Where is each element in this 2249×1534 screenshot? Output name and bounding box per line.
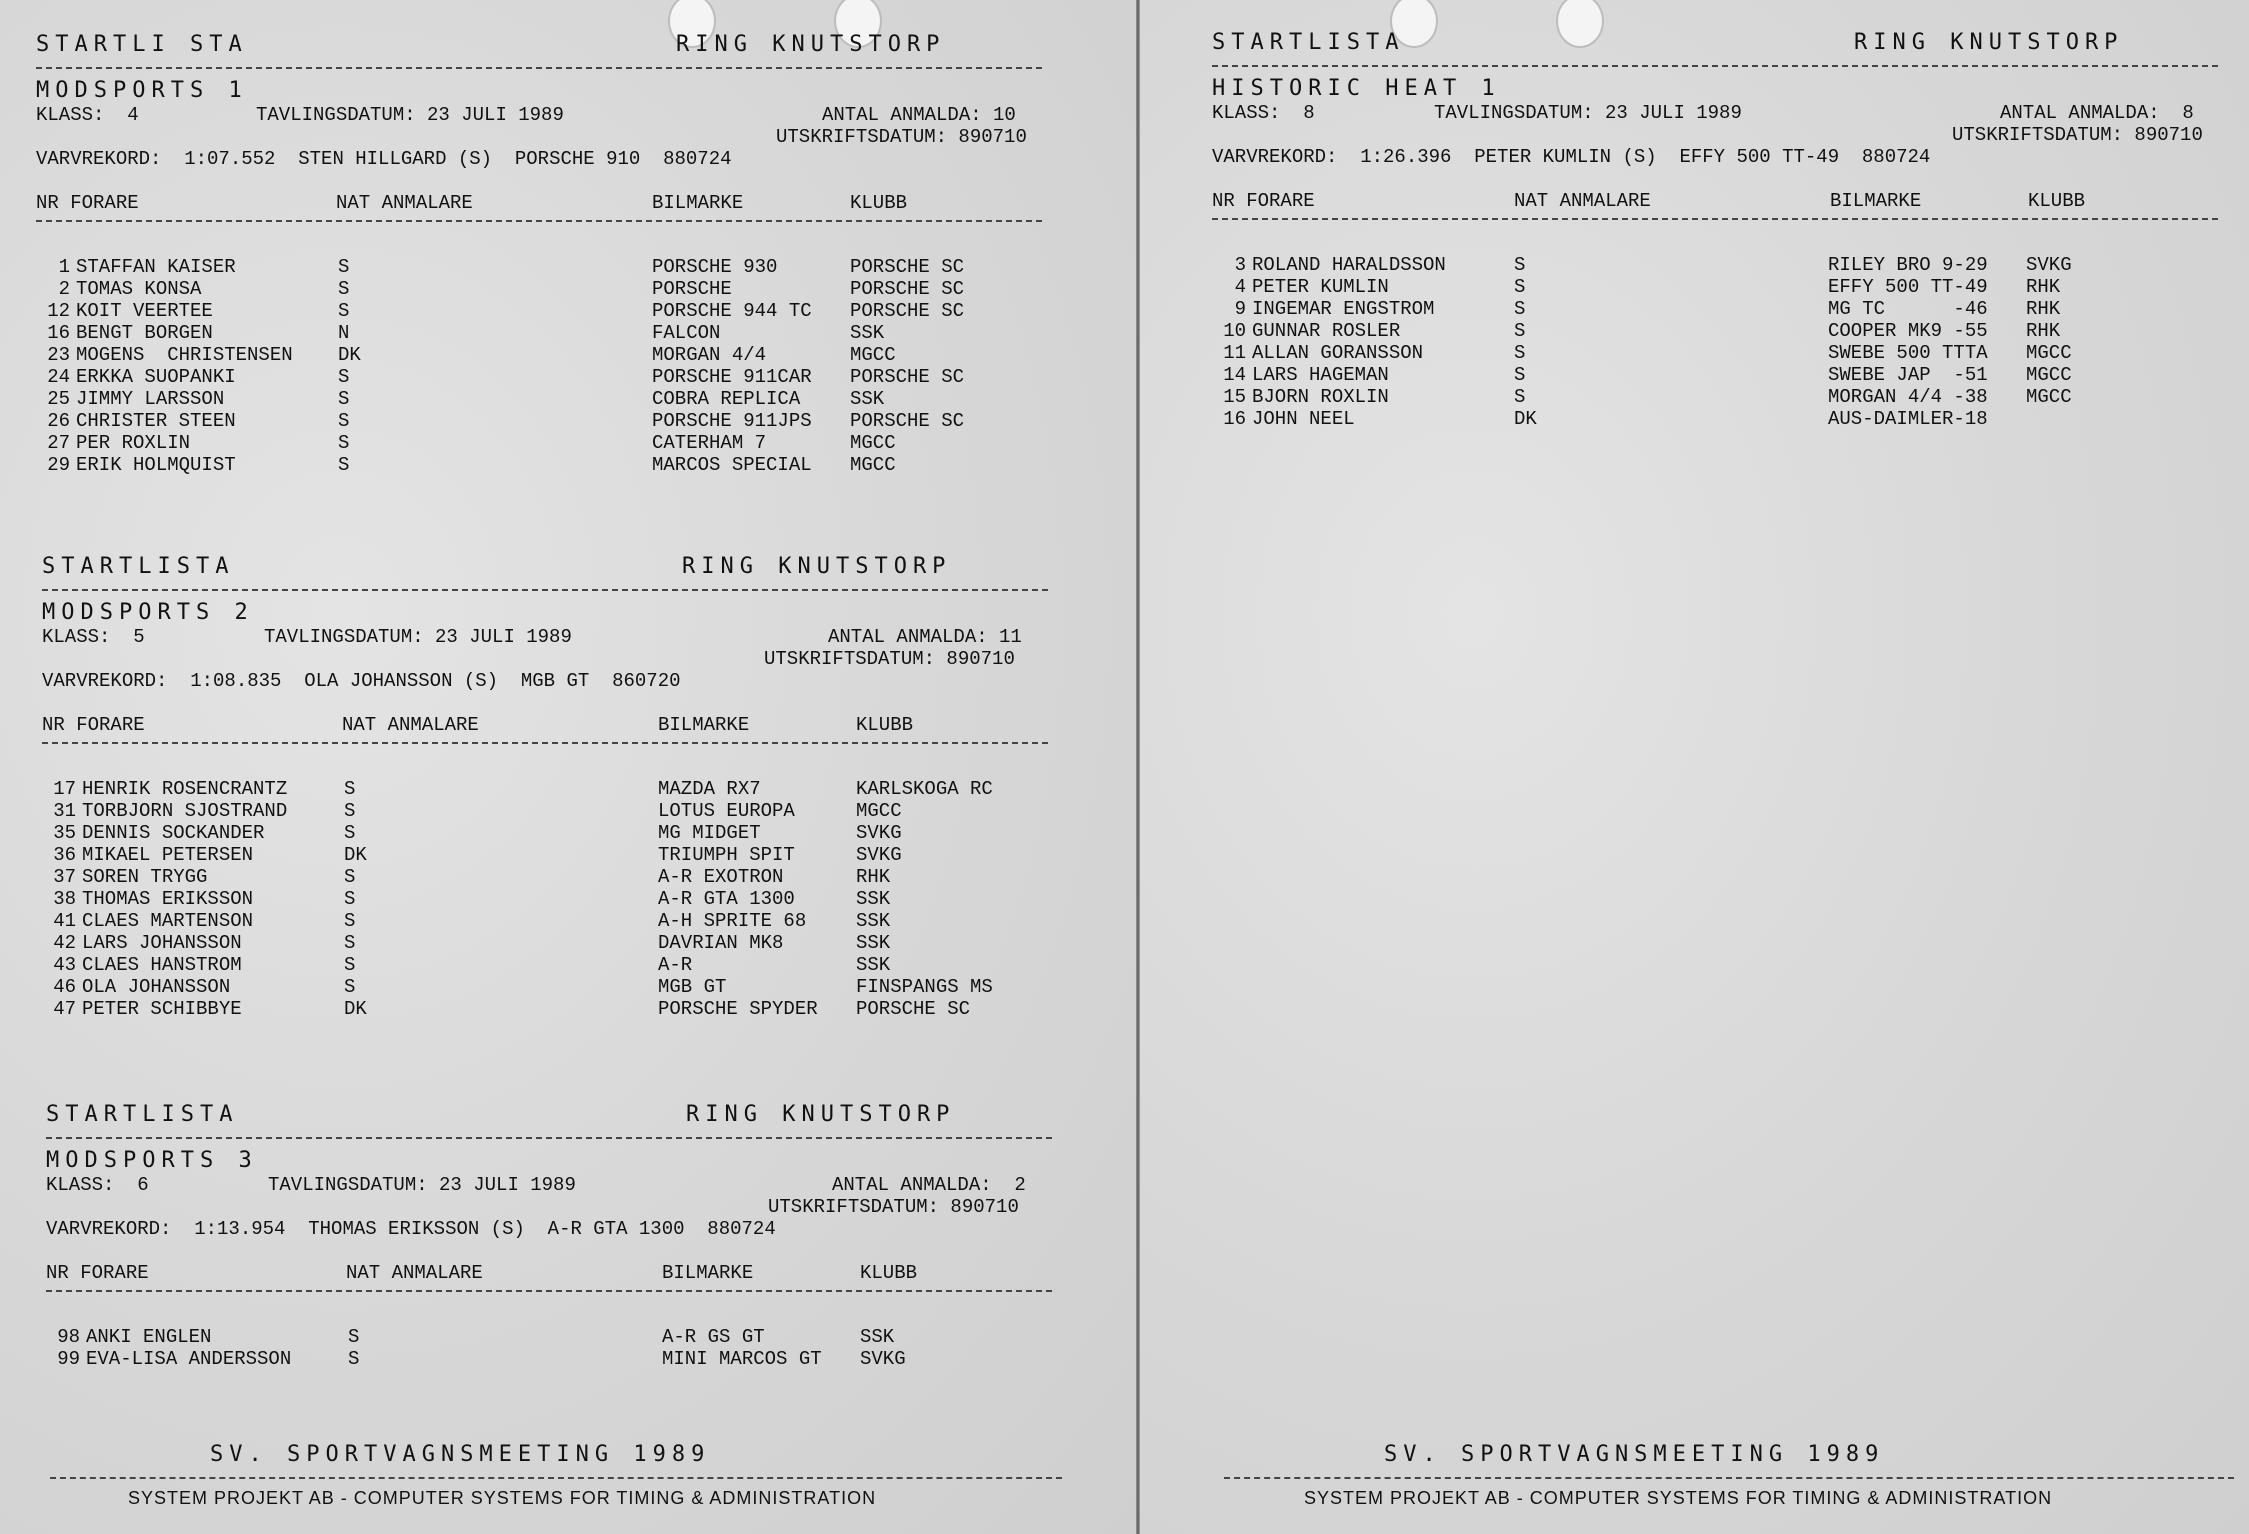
- table-row: [42, 844, 1042, 866]
- tavlingsdatum: TAVLINGSDATUM: 23 JULI 1989: [1434, 102, 1742, 124]
- entry-driver: PETER KUMLIN: [1252, 276, 1389, 298]
- entry-nationality: S: [338, 300, 350, 322]
- entry-number: 41: [53, 910, 76, 932]
- entry-nationality: S: [1514, 298, 1526, 320]
- entry-number: 16: [1223, 408, 1246, 430]
- entry-number: 98: [57, 1326, 80, 1348]
- entry-driver: INGEMAR ENGSTROM: [1252, 298, 1435, 320]
- startlista-heading: STARTLISTA: [1212, 30, 1405, 55]
- entry-nationality: S: [338, 410, 350, 432]
- startlista-heading: STARTLISTA: [46, 1102, 239, 1127]
- col-klubb: KLUBB: [850, 192, 908, 214]
- varvrekord: VARVREKORD: 1:13.954 THOMAS ERIKSSON (S) A-R GTA 1300 880724: [46, 1218, 776, 1240]
- table-row: [42, 954, 1042, 976]
- entry-nationality: S: [344, 778, 356, 800]
- table-row: [36, 322, 1036, 344]
- entry-nationality: DK: [338, 344, 361, 366]
- entry-club: SSK: [856, 910, 891, 932]
- entry-driver: OLA JOHANSSON: [82, 976, 231, 998]
- entry-club: SVKG: [860, 1348, 906, 1370]
- entry-driver: LARS JOHANSSON: [82, 932, 242, 954]
- class-name: MODSPORTS 3: [46, 1148, 258, 1173]
- entry-car: PORSCHE 944 TC: [652, 300, 812, 322]
- divider: [1212, 218, 2218, 220]
- antal-anmalda: ANTAL ANMALDA: 10: [822, 104, 1016, 126]
- footer-system-text: SYSTEM PROJEKT AB - COMPUTER SYSTEMS FOR TIMING & ADMINISTRATION: [1304, 1488, 2053, 1508]
- entry-club: MGCC: [850, 344, 896, 366]
- entry-car: CATERHAM 7: [652, 432, 767, 454]
- entry-number: 43: [53, 954, 76, 976]
- entry-car: MINI MARCOS GT: [662, 1348, 822, 1370]
- col-nat-anmalare: NAT ANMALARE: [336, 192, 473, 214]
- entry-car: SWEBE 500 TTTA: [1828, 342, 1988, 364]
- entry-number: 16: [47, 322, 70, 344]
- entry-driver: JOHN NEEL: [1252, 408, 1355, 430]
- entry-nationality: S: [344, 866, 356, 888]
- col-klubb: KLUBB: [856, 714, 914, 736]
- entry-club: SSK: [856, 932, 891, 954]
- entry-driver: HENRIK ROSENCRANTZ: [82, 778, 288, 800]
- entry-nationality: S: [338, 454, 350, 476]
- entry-number: 42: [53, 932, 76, 954]
- entry-car: A-R GS GT: [662, 1326, 765, 1348]
- entry-nationality: S: [1514, 342, 1526, 364]
- entry-number: 11: [1223, 342, 1246, 364]
- col-nat-anmalare: NAT ANMALARE: [342, 714, 479, 736]
- col-nr-forare: NR FORARE: [1212, 190, 1315, 212]
- utskriftsdatum: UTSKRIFTSDATUM: 890710: [776, 126, 1027, 148]
- table-row: [36, 256, 1036, 278]
- entry-club: SSK: [860, 1326, 895, 1348]
- entry-club: SSK: [850, 388, 885, 410]
- entry-number: 9: [1234, 298, 1246, 320]
- entry-driver: STAFFAN KAISER: [76, 256, 236, 278]
- table-row: [1212, 342, 2212, 364]
- col-klubb: KLUBB: [2028, 190, 2086, 212]
- entry-driver: TOMAS KONSA: [76, 278, 202, 300]
- table-row: [1212, 320, 2212, 342]
- entry-driver: JIMMY LARSSON: [76, 388, 225, 410]
- class-name: MODSPORTS 1: [36, 78, 248, 103]
- entry-nationality: S: [344, 800, 356, 822]
- entry-driver: ROLAND HARALDSSON: [1252, 254, 1446, 276]
- divider: [42, 589, 1048, 591]
- col-nr-forare: NR FORARE: [46, 1262, 149, 1284]
- entry-nationality: S: [348, 1326, 360, 1348]
- entry-number: 24: [47, 366, 70, 388]
- entry-driver: GUNNAR ROSLER: [1252, 320, 1401, 342]
- varvrekord: VARVREKORD: 1:26.396 PETER KUMLIN (S) EFFY 500 TT-49 880724: [1212, 146, 1931, 168]
- entry-driver: SOREN TRYGG: [82, 866, 208, 888]
- table-row: [42, 822, 1042, 844]
- startlista-heading: STARTLI STA: [36, 32, 248, 57]
- entry-driver: EVA-LISA ANDERSSON: [86, 1348, 292, 1370]
- entry-club: PORSCHE SC: [850, 300, 965, 322]
- entry-car: PORSCHE 930: [652, 256, 778, 278]
- entry-club: RHK: [2026, 320, 2061, 342]
- entry-club: PORSCHE SC: [850, 256, 965, 278]
- page-fold: [1136, 0, 1140, 1534]
- table-row: [42, 866, 1042, 888]
- col-bilmarke: BILMARKE: [652, 192, 744, 214]
- entry-driver: ANKI ENGLEN: [86, 1326, 212, 1348]
- entry-number: 1: [58, 256, 70, 278]
- entry-driver: CHRISTER STEEN: [76, 410, 236, 432]
- divider: [1212, 65, 2218, 67]
- entry-nationality: S: [344, 954, 356, 976]
- entry-nationality: S: [1514, 320, 1526, 342]
- entry-nationality: S: [1514, 276, 1526, 298]
- entry-driver: PETER SCHIBBYE: [82, 998, 242, 1020]
- entry-nationality: S: [338, 432, 350, 454]
- entry-club: RHK: [2026, 276, 2061, 298]
- entry-number: 14: [1223, 364, 1246, 386]
- entry-number: 38: [53, 888, 76, 910]
- entry-car: COBRA REPLICA: [652, 388, 801, 410]
- entry-number: 26: [47, 410, 70, 432]
- entry-driver: THOMAS ERIKSSON: [82, 888, 254, 910]
- entry-car: AUS-DAIMLER-18: [1828, 408, 1988, 430]
- entry-number: 37: [53, 866, 76, 888]
- entry-car: A-R: [658, 954, 693, 976]
- entry-number: 17: [53, 778, 76, 800]
- table-row: [42, 976, 1042, 998]
- table-row: [36, 344, 1036, 366]
- entry-driver: KOIT VEERTEE: [76, 300, 213, 322]
- table-row: [1212, 298, 2212, 320]
- entry-car: MORGAN 4/4 -38: [1828, 386, 1988, 408]
- table-row: [36, 300, 1036, 322]
- antal-anmalda: ANTAL ANMALDA: 11: [828, 626, 1022, 648]
- footer-meeting-title: SV. SPORTVAGNSMEETING 1989: [1384, 1442, 1885, 1467]
- entry-number: 27: [47, 432, 70, 454]
- entry-nationality: S: [1514, 386, 1526, 408]
- antal-anmalda: ANTAL ANMALDA: 2: [832, 1174, 1026, 1196]
- entry-club: PORSCHE SC: [850, 366, 965, 388]
- entry-nationality: S: [338, 256, 350, 278]
- entry-nationality: S: [344, 932, 356, 954]
- divider: [36, 67, 1042, 69]
- entry-car: FALCON: [652, 322, 721, 344]
- entry-car: RILEY BRO 9-29: [1828, 254, 1988, 276]
- entry-club: MGCC: [2026, 364, 2072, 386]
- table-row: [1212, 386, 2212, 408]
- entry-number: 2: [58, 278, 70, 300]
- entry-club: PORSCHE SC: [850, 278, 965, 300]
- entry-car: COOPER MK9 -55: [1828, 320, 1988, 342]
- divider: [46, 1290, 1052, 1292]
- entry-driver: CLAES HANSTROM: [82, 954, 242, 976]
- table-row: [46, 1348, 1046, 1370]
- table-row: [36, 388, 1036, 410]
- ring-knutstorp-heading: RING KNUTSTORP: [686, 1102, 956, 1127]
- entry-driver: ERKKA SUOPANKI: [76, 366, 236, 388]
- entry-nationality: DK: [1514, 408, 1537, 430]
- table-row: [42, 998, 1042, 1020]
- entry-driver: ALLAN GORANSSON: [1252, 342, 1424, 364]
- col-bilmarke: BILMARKE: [1830, 190, 1922, 212]
- entry-club: SSK: [856, 954, 891, 976]
- entry-number: 23: [47, 344, 70, 366]
- table-row: [42, 778, 1042, 800]
- entry-driver: ERIK HOLMQUIST: [76, 454, 236, 476]
- table-row: [36, 454, 1036, 476]
- startlista-heading: STARTLISTA: [42, 554, 235, 579]
- table-row: [46, 1326, 1046, 1348]
- entry-nationality: S: [344, 976, 356, 998]
- entry-nationality: S: [344, 910, 356, 932]
- col-nr-forare: NR FORARE: [36, 192, 139, 214]
- entry-club: FINSPANGS MS: [856, 976, 993, 998]
- entry-number: 25: [47, 388, 70, 410]
- entry-club: PORSCHE SC: [850, 410, 965, 432]
- entry-club: SSK: [850, 322, 885, 344]
- entry-number: 47: [53, 998, 76, 1020]
- entry-nationality: DK: [344, 844, 367, 866]
- footer-divider: [1224, 1477, 2234, 1479]
- entry-nationality: DK: [344, 998, 367, 1020]
- klass: KLASS: 5: [42, 626, 145, 648]
- entry-driver: MOGENS CHRISTENSEN: [76, 344, 293, 366]
- entry-nationality: S: [344, 822, 356, 844]
- entry-number: 35: [53, 822, 76, 844]
- entry-nationality: S: [1514, 254, 1526, 276]
- table-row: [42, 888, 1042, 910]
- entry-club: RHK: [2026, 298, 2061, 320]
- table-row: [1212, 364, 2212, 386]
- table-row: [1212, 254, 2212, 276]
- table-row: [1212, 408, 2212, 430]
- entry-nationality: S: [338, 366, 350, 388]
- entry-club: MGCC: [2026, 342, 2072, 364]
- entry-club: MGCC: [850, 454, 896, 476]
- entry-nationality: S: [1514, 364, 1526, 386]
- entry-nationality: S: [338, 278, 350, 300]
- entry-number: 3: [1234, 254, 1246, 276]
- col-nr-forare: NR FORARE: [42, 714, 145, 736]
- entry-club: MGCC: [856, 800, 902, 822]
- entry-car: LOTUS EUROPA: [658, 800, 795, 822]
- entry-nationality: S: [344, 888, 356, 910]
- utskriftsdatum: UTSKRIFTSDATUM: 890710: [1952, 124, 2203, 146]
- ring-knutstorp-heading: RING KNUTSTORP: [1854, 30, 2124, 55]
- right-page: [1140, 0, 2249, 1534]
- entry-car: PORSCHE 911JPS: [652, 410, 812, 432]
- entry-club: SVKG: [856, 844, 902, 866]
- entry-number: 36: [53, 844, 76, 866]
- entry-car: PORSCHE 911CAR: [652, 366, 812, 388]
- entry-club: SVKG: [856, 822, 902, 844]
- entry-club: SVKG: [2026, 254, 2072, 276]
- klass: KLASS: 4: [36, 104, 139, 126]
- entry-car: MG MIDGET: [658, 822, 761, 844]
- col-nat-anmalare: NAT ANMALARE: [1514, 190, 1651, 212]
- utskriftsdatum: UTSKRIFTSDATUM: 890710: [764, 648, 1015, 670]
- entry-driver: TORBJORN SJOSTRAND: [82, 800, 288, 822]
- entry-car: MGB GT: [658, 976, 727, 998]
- col-klubb: KLUBB: [860, 1262, 918, 1284]
- entry-number: 10: [1223, 320, 1246, 342]
- divider: [42, 742, 1048, 744]
- entry-car: MAZDA RX7: [658, 778, 761, 800]
- divider: [46, 1137, 1052, 1139]
- table-row: [36, 278, 1036, 300]
- varvrekord: VARVREKORD: 1:08.835 OLA JOHANSSON (S) MGB GT 860720: [42, 670, 681, 692]
- entry-number: 46: [53, 976, 76, 998]
- entry-number: 31: [53, 800, 76, 822]
- class-name: MODSPORTS 2: [42, 600, 254, 625]
- entry-driver: LARS HAGEMAN: [1252, 364, 1389, 386]
- varvrekord: VARVREKORD: 1:07.552 STEN HILLGARD (S) PORSCHE 910 880724: [36, 148, 732, 170]
- table-row: [1212, 276, 2212, 298]
- col-bilmarke: BILMARKE: [658, 714, 750, 736]
- col-bilmarke: BILMARKE: [662, 1262, 754, 1284]
- entry-number: 29: [47, 454, 70, 476]
- entry-car: SWEBE JAP -51: [1828, 364, 1988, 386]
- antal-anmalda: ANTAL ANMALDA: 8: [2000, 102, 2194, 124]
- entry-club: MGCC: [2026, 386, 2072, 408]
- divider: [36, 220, 1042, 222]
- entry-car: MARCOS SPECIAL: [652, 454, 812, 476]
- entry-car: A-R GTA 1300: [658, 888, 795, 910]
- entry-car: A-H SPRITE 68: [658, 910, 807, 932]
- entry-car: EFFY 500 TT-49: [1828, 276, 1988, 298]
- footer-meeting-title: SV. SPORTVAGNSMEETING 1989: [210, 1442, 711, 1467]
- utskriftsdatum: UTSKRIFTSDATUM: 890710: [768, 1196, 1019, 1218]
- entry-car: PORSCHE: [652, 278, 732, 300]
- klass: KLASS: 8: [1212, 102, 1315, 124]
- tavlingsdatum: TAVLINGSDATUM: 23 JULI 1989: [264, 626, 572, 648]
- entry-number: 15: [1223, 386, 1246, 408]
- entry-driver: MIKAEL PETERSEN: [82, 844, 254, 866]
- entry-driver: PER ROXLIN: [76, 432, 191, 454]
- class-name: HISTORIC HEAT 1: [1212, 76, 1501, 101]
- table-row: [42, 932, 1042, 954]
- table-row: [42, 800, 1042, 822]
- entry-nationality: S: [338, 388, 350, 410]
- entry-driver: BENGT BORGEN: [76, 322, 213, 344]
- table-row: [36, 366, 1036, 388]
- table-row: [36, 410, 1036, 432]
- entry-number: 12: [47, 300, 70, 322]
- ring-knutstorp-heading: RING KNUTSTORP: [682, 554, 952, 579]
- table-row: [36, 432, 1036, 454]
- entry-nationality: N: [338, 322, 350, 344]
- entry-car: TRIUMPH SPIT: [658, 844, 795, 866]
- ring-knutstorp-heading: RING KNUTSTORP: [676, 32, 946, 57]
- entry-driver: BJORN ROXLIN: [1252, 386, 1389, 408]
- entry-nationality: S: [348, 1348, 360, 1370]
- entry-club: SSK: [856, 888, 891, 910]
- entry-driver: CLAES MARTENSON: [82, 910, 254, 932]
- entry-car: PORSCHE SPYDER: [658, 998, 818, 1020]
- entry-car: MORGAN 4/4: [652, 344, 767, 366]
- entry-car: DAVRIAN MK8: [658, 932, 784, 954]
- footer-divider: [50, 1477, 1062, 1479]
- col-nat-anmalare: NAT ANMALARE: [346, 1262, 483, 1284]
- klass: KLASS: 6: [46, 1174, 149, 1196]
- entry-car: A-R EXOTRON: [658, 866, 784, 888]
- entry-club: MGCC: [850, 432, 896, 454]
- entry-car: MG TC -46: [1828, 298, 1988, 320]
- entry-club: RHK: [856, 866, 891, 888]
- entry-number: 4: [1234, 276, 1246, 298]
- entry-driver: DENNIS SOCKANDER: [82, 822, 265, 844]
- table-row: [42, 910, 1042, 932]
- footer-system-text: SYSTEM PROJEKT AB - COMPUTER SYSTEMS FOR TIMING & ADMINISTRATION: [128, 1488, 877, 1508]
- tavlingsdatum: TAVLINGSDATUM: 23 JULI 1989: [256, 104, 564, 126]
- entry-club: KARLSKOGA RC: [856, 778, 993, 800]
- entry-number: 99: [57, 1348, 80, 1370]
- tavlingsdatum: TAVLINGSDATUM: 23 JULI 1989: [268, 1174, 576, 1196]
- entry-club: PORSCHE SC: [856, 998, 971, 1020]
